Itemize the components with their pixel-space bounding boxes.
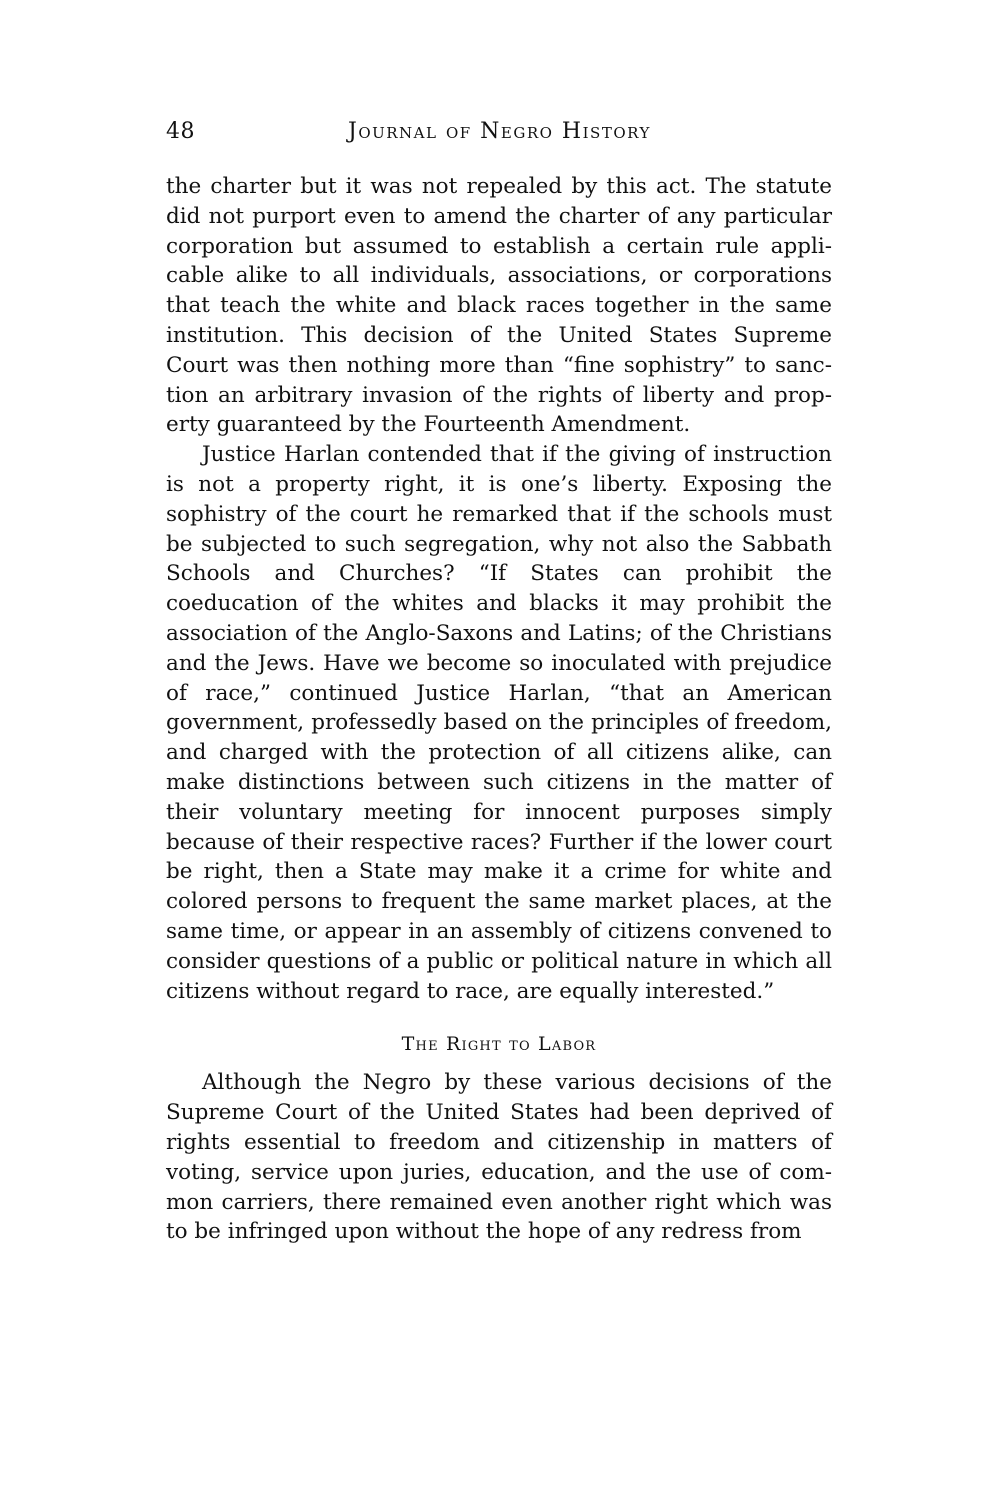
section-heading: The Right to Labor: [401, 1033, 597, 1056]
body-text: [166, 172, 832, 1247]
journal-title: Journal of Negro History: [348, 119, 651, 144]
running-header: [166, 118, 832, 150]
paragraph-justice-harlan: Justice Harlan contended that if the giving of instruction is not a property right, it is one’s liberty. Exposing the sophistry of the court he remarked that if the schools must be subjected to such segregation, why not also the Sabbath Schools and Churches? “If States can prohibit the coeducation of the whites and blacks it may prohibit the association of the Anglo-Saxons and Latins; of the Christians and the Jews. Have we become so inoculated with prejudice of race,” continued Justice Harlan, “that an American government, professedly based on the principles of freedom, and charged with the protection of all citizens alike, can make distinctions between such citizens in the matter of their voluntary meeting for innocent purposes simply because of their respective races? Further if the lower court be right, then a State may make it a crime for white and colored persons to frequent the same market places, at the same time, or appear in an assembly of citizens convened to consider questions of a public or political nature in which all citizens without regard to race, are equally interested.”: [166, 442, 832, 1004]
page-number: 48: [166, 119, 195, 144]
paragraph-continued: the charter but it was not repealed by this act. The statute did not purport even to amend the charter of any particular corporation but assumed to establish a certain rule applicable alike to all individuals, associations, or corporations that teach the white and black races together in the same institution. This decision of the United States Supreme Court was then nothing more than “fine sophistry” to sanction an arbitrary invasion of the rights of liberty and property guaranteed by the Fourteenth Amendment.: [166, 174, 832, 438]
paragraph-right-to-labor: Although the Negro by these various decisions of the Supreme Court of the United States had been deprived of rights essential to freedom and citizenship in matters of voting, service upon juries, education, and the use of common carriers, there remained even another right which was to be infringed upon without the hope of any redress from: [166, 1070, 832, 1245]
